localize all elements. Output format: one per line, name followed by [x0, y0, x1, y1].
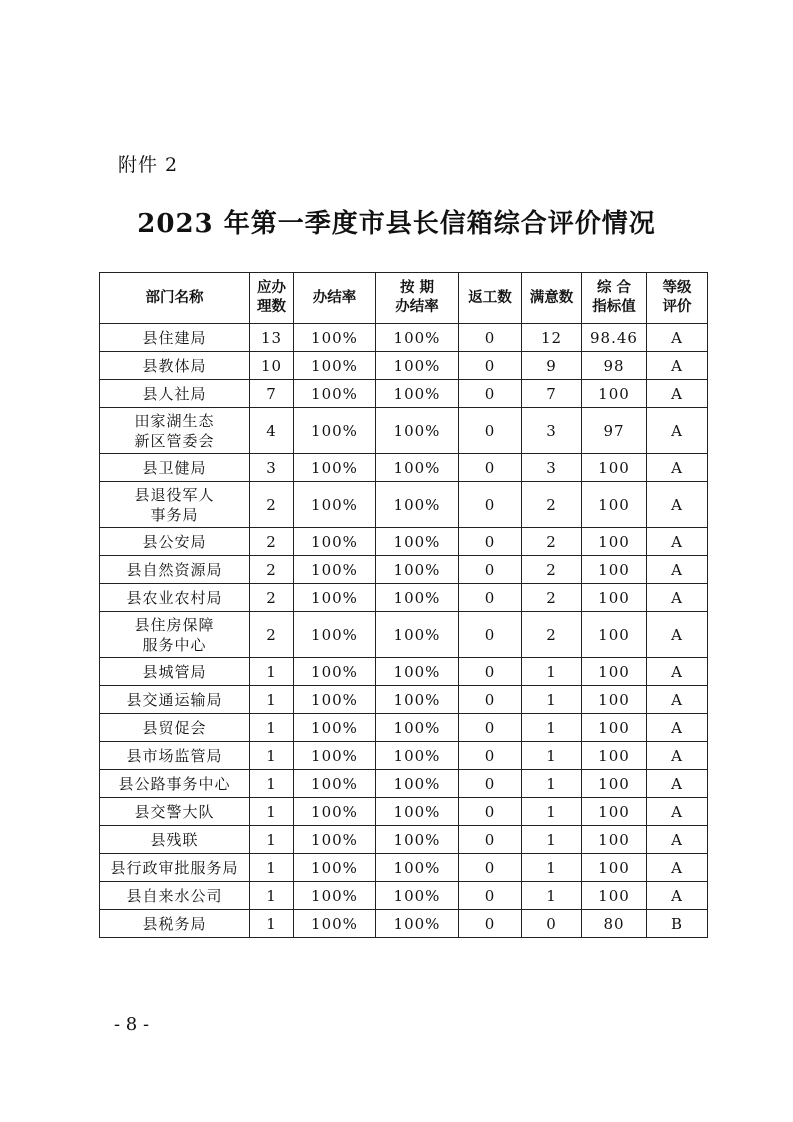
score-cell: 100: [582, 770, 647, 798]
rework-count-cell: 0: [459, 742, 522, 770]
dept-name-line: 新区管委会: [134, 431, 215, 450]
grade-cell: A: [647, 380, 708, 408]
grade-cell: A: [647, 798, 708, 826]
ontime-rate-cell: 100%: [376, 826, 459, 854]
dept-name-line: 县公路事务中心: [118, 774, 231, 793]
done-rate-cell: 100%: [294, 742, 376, 770]
dept-name-cell: [100, 854, 250, 882]
todo-count-cell: 1: [250, 658, 294, 686]
table-row: [100, 612, 708, 658]
dept-name-line: 县住建局: [142, 328, 207, 347]
score-cell: 98: [582, 352, 647, 380]
table-row: [100, 742, 708, 770]
score-cell: 97: [582, 408, 647, 454]
dept-name-cell: [100, 798, 250, 826]
grade-cell: A: [647, 826, 708, 854]
dept-name-line: 县自来水公司: [126, 886, 223, 905]
satisfied-count-cell: 1: [522, 770, 582, 798]
rework-count-cell: 0: [459, 584, 522, 612]
ontime-rate-cell: 100%: [376, 658, 459, 686]
score-cell: 100: [582, 854, 647, 882]
todo-count-cell: 2: [250, 612, 294, 658]
ontime-rate-cell: 100%: [376, 352, 459, 380]
ontime-rate-cell: 100%: [376, 408, 459, 454]
dept-name-line: 县教体局: [142, 356, 207, 375]
rework-count-cell: 0: [459, 854, 522, 882]
grade-cell: A: [647, 854, 708, 882]
dept-name-cell: [100, 658, 250, 686]
todo-count-cell: 2: [250, 584, 294, 612]
dept-name-line: 县残联: [150, 830, 199, 849]
grade-cell: A: [647, 686, 708, 714]
dept-name-line: 县城管局: [142, 662, 207, 681]
satisfied-count-cell: 3: [522, 454, 582, 482]
score-cell: 100: [582, 826, 647, 854]
dept-name-line: 县卫健局: [142, 458, 207, 477]
dept-name-cell: [100, 826, 250, 854]
todo-count-cell: 1: [250, 910, 294, 938]
todo-count-cell: 2: [250, 528, 294, 556]
score-cell: 100: [582, 798, 647, 826]
table-row: [100, 826, 708, 854]
page-number: - 8 -: [113, 1014, 150, 1035]
rework-count-cell: 0: [459, 556, 522, 584]
satisfied-count-cell: 12: [522, 324, 582, 352]
ontime-rate-cell: 100%: [376, 556, 459, 584]
satisfied-count-cell: 1: [522, 826, 582, 854]
table-row: [100, 770, 708, 798]
header-text-line: 办结率: [312, 289, 357, 306]
done-rate-cell: 100%: [294, 584, 376, 612]
done-rate-cell: 100%: [294, 910, 376, 938]
todo-count-cell: 2: [250, 482, 294, 528]
dept-name-cell: [100, 584, 250, 612]
header-dept-name: [100, 273, 250, 324]
grade-cell: A: [647, 882, 708, 910]
table-row: [100, 854, 708, 882]
done-rate-cell: 100%: [294, 770, 376, 798]
table-row: [100, 380, 708, 408]
header-text-line: 满意数: [529, 289, 574, 306]
ontime-rate-cell: 100%: [376, 798, 459, 826]
header-text-line: 部门名称: [145, 289, 204, 306]
grade-cell: B: [647, 910, 708, 938]
score-cell: 80: [582, 910, 647, 938]
table-row: [100, 454, 708, 482]
header-grade: [647, 273, 708, 324]
rework-count-cell: 0: [459, 482, 522, 528]
ontime-rate-cell: 100%: [376, 454, 459, 482]
table-row: [100, 352, 708, 380]
header-text-line: 办结率: [395, 299, 439, 315]
rework-count-cell: 0: [459, 686, 522, 714]
score-cell: 98.46: [582, 324, 647, 352]
grade-cell: A: [647, 770, 708, 798]
rework-count-cell: 0: [459, 612, 522, 658]
dept-name-line: 县税务局: [142, 914, 207, 933]
table-row: [100, 686, 708, 714]
todo-count-cell: 2: [250, 556, 294, 584]
done-rate-cell: 100%: [294, 408, 376, 454]
score-cell: 100: [582, 686, 647, 714]
dept-name-cell: [100, 454, 250, 482]
dept-name-cell: [100, 528, 250, 556]
score-cell: 100: [582, 454, 647, 482]
dept-name-line: 县交警大队: [134, 802, 215, 821]
todo-count-cell: 1: [250, 770, 294, 798]
table-row: [100, 408, 708, 454]
dept-name-line: 事务局: [150, 505, 199, 524]
rework-count-cell: 0: [459, 528, 522, 556]
table-row: [100, 584, 708, 612]
header-text-line: 按 期: [399, 280, 435, 296]
grade-cell: A: [647, 658, 708, 686]
todo-count-cell: 10: [250, 352, 294, 380]
done-rate-cell: 100%: [294, 798, 376, 826]
table-row: [100, 658, 708, 686]
dept-name-cell: [100, 380, 250, 408]
done-rate-cell: 100%: [294, 556, 376, 584]
grade-cell: A: [647, 584, 708, 612]
satisfied-count-cell: 2: [522, 612, 582, 658]
ontime-rate-cell: 100%: [376, 324, 459, 352]
dept-name-line: 县农业农村局: [126, 588, 223, 607]
done-rate-cell: 100%: [294, 612, 376, 658]
rework-count-cell: 0: [459, 658, 522, 686]
done-rate-cell: 100%: [294, 482, 376, 528]
todo-count-cell: 7: [250, 380, 294, 408]
table-row: [100, 528, 708, 556]
header-text-line: 返工数: [468, 289, 512, 306]
dept-name-cell: [100, 882, 250, 910]
done-rate-cell: 100%: [294, 854, 376, 882]
done-rate-cell: 100%: [294, 826, 376, 854]
table-row: [100, 798, 708, 826]
ontime-rate-cell: 100%: [376, 742, 459, 770]
rework-count-cell: 0: [459, 714, 522, 742]
attachment-label: 附件 2: [118, 154, 179, 176]
satisfied-count-cell: 3: [522, 408, 582, 454]
satisfied-count-cell: 1: [522, 854, 582, 882]
dept-name-line: 县市场监管局: [126, 746, 223, 765]
grade-cell: A: [647, 528, 708, 556]
todo-count-cell: 3: [250, 454, 294, 482]
satisfied-count-cell: 1: [522, 686, 582, 714]
grade-cell: A: [647, 714, 708, 742]
dept-name-line: 服务中心: [142, 635, 207, 654]
ontime-rate-cell: 100%: [376, 854, 459, 882]
rework-count-cell: 0: [459, 910, 522, 938]
table-row: [100, 882, 708, 910]
ontime-rate-cell: 100%: [376, 770, 459, 798]
satisfied-count-cell: 7: [522, 380, 582, 408]
rework-count-cell: 0: [459, 826, 522, 854]
dept-name-cell: [100, 714, 250, 742]
ontime-rate-cell: 100%: [376, 612, 459, 658]
dept-name-line: 县人社局: [142, 384, 207, 403]
header-todo-count: [250, 273, 294, 324]
dept-name-line: 县住房保障: [134, 615, 215, 634]
satisfied-count-cell: 1: [522, 882, 582, 910]
rework-count-cell: 0: [459, 882, 522, 910]
satisfied-count-cell: 2: [522, 584, 582, 612]
table-header-row: [100, 273, 708, 324]
todo-count-cell: 13: [250, 324, 294, 352]
header-text-line: 评价: [662, 299, 692, 315]
score-cell: 100: [582, 528, 647, 556]
grade-cell: A: [647, 324, 708, 352]
header-text-line: 应办: [257, 280, 286, 296]
satisfied-count-cell: 1: [522, 714, 582, 742]
todo-count-cell: 1: [250, 714, 294, 742]
ontime-rate-cell: 100%: [376, 482, 459, 528]
dept-name-line: 县公安局: [142, 532, 207, 551]
score-cell: 100: [582, 742, 647, 770]
done-rate-cell: 100%: [294, 686, 376, 714]
done-rate-cell: 100%: [294, 352, 376, 380]
done-rate-cell: 100%: [294, 882, 376, 910]
dept-name-cell: [100, 742, 250, 770]
ontime-rate-cell: 100%: [376, 380, 459, 408]
ontime-rate-cell: 100%: [376, 584, 459, 612]
dept-name-cell: [100, 482, 250, 528]
rework-count-cell: 0: [459, 408, 522, 454]
header-ontime-rate: [376, 273, 459, 324]
header-text-line: 综 合: [596, 280, 632, 296]
header-text-line: 等级: [662, 280, 692, 296]
ontime-rate-cell: 100%: [376, 528, 459, 556]
grade-cell: A: [647, 742, 708, 770]
header-satisfied-count: [522, 273, 582, 324]
dept-name-line: 田家湖生态: [134, 411, 215, 430]
todo-count-cell: 1: [250, 742, 294, 770]
grade-cell: A: [647, 556, 708, 584]
table-row: [100, 556, 708, 584]
score-cell: 100: [582, 714, 647, 742]
ontime-rate-cell: 100%: [376, 714, 459, 742]
score-cell: 100: [582, 380, 647, 408]
todo-count-cell: 1: [250, 826, 294, 854]
ontime-rate-cell: 100%: [376, 910, 459, 938]
score-cell: 100: [582, 882, 647, 910]
grade-cell: A: [647, 482, 708, 528]
document-title: 2023 年第一季度市县长信箱综合评价情况: [137, 209, 656, 239]
done-rate-cell: 100%: [294, 658, 376, 686]
score-cell: 100: [582, 584, 647, 612]
dept-name-line: 县行政审批服务局: [110, 858, 239, 877]
todo-count-cell: 4: [250, 408, 294, 454]
done-rate-cell: 100%: [294, 324, 376, 352]
evaluation-table: [99, 272, 708, 938]
dept-name-cell: [100, 352, 250, 380]
rework-count-cell: 0: [459, 454, 522, 482]
done-rate-cell: 100%: [294, 528, 376, 556]
satisfied-count-cell: 2: [522, 556, 582, 584]
grade-cell: A: [647, 612, 708, 658]
done-rate-cell: 100%: [294, 454, 376, 482]
todo-count-cell: 1: [250, 686, 294, 714]
satisfied-count-cell: 2: [522, 482, 582, 528]
table-body: [100, 324, 708, 938]
table-row: [100, 910, 708, 938]
satisfied-count-cell: 9: [522, 352, 582, 380]
rework-count-cell: 0: [459, 770, 522, 798]
table-row: [100, 714, 708, 742]
done-rate-cell: 100%: [294, 714, 376, 742]
score-cell: 100: [582, 482, 647, 528]
dept-name-cell: [100, 770, 250, 798]
header-done-rate: [294, 273, 376, 324]
dept-name-line: 县贸促会: [142, 718, 207, 737]
dept-name-line: 县退役军人: [134, 485, 215, 504]
dept-name-line: 县自然资源局: [126, 560, 223, 579]
satisfied-count-cell: 1: [522, 658, 582, 686]
done-rate-cell: 100%: [294, 380, 376, 408]
score-cell: 100: [582, 658, 647, 686]
ontime-rate-cell: 100%: [376, 882, 459, 910]
score-cell: 100: [582, 556, 647, 584]
table-row: [100, 324, 708, 352]
dept-name-cell: [100, 612, 250, 658]
table-row: [100, 482, 708, 528]
satisfied-count-cell: 0: [522, 910, 582, 938]
dept-name-cell: [100, 324, 250, 352]
grade-cell: A: [647, 408, 708, 454]
todo-count-cell: 1: [250, 882, 294, 910]
todo-count-cell: 1: [250, 854, 294, 882]
header-text-line: 指标值: [592, 299, 636, 315]
satisfied-count-cell: 2: [522, 528, 582, 556]
grade-cell: A: [647, 352, 708, 380]
dept-name-line: 县交通运输局: [126, 690, 223, 709]
grade-cell: A: [647, 454, 708, 482]
rework-count-cell: 0: [459, 324, 522, 352]
rework-count-cell: 0: [459, 798, 522, 826]
dept-name-cell: [100, 910, 250, 938]
todo-count-cell: 1: [250, 798, 294, 826]
satisfied-count-cell: 1: [522, 798, 582, 826]
ontime-rate-cell: 100%: [376, 686, 459, 714]
dept-name-cell: [100, 686, 250, 714]
rework-count-cell: 0: [459, 380, 522, 408]
header-score: [582, 273, 647, 324]
satisfied-count-cell: 1: [522, 742, 582, 770]
score-cell: 100: [582, 612, 647, 658]
dept-name-cell: [100, 556, 250, 584]
rework-count-cell: 0: [459, 352, 522, 380]
dept-name-cell: [100, 408, 250, 454]
header-text-line: 理数: [257, 299, 286, 315]
header-rework-count: [459, 273, 522, 324]
